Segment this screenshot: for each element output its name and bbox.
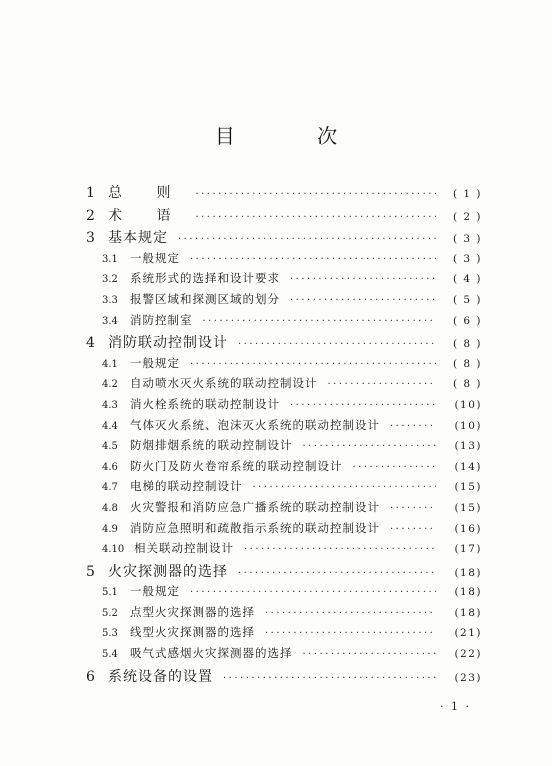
toc-entry-page: (13) xyxy=(454,440,482,453)
toc-entry-text: 消火栓系统的联动控制设计 xyxy=(130,396,280,411)
toc-entry-number: 2 xyxy=(86,207,95,224)
toc-entry-page: ( 3 ) xyxy=(452,252,482,265)
dot-leader xyxy=(303,441,437,452)
dot-leader xyxy=(290,274,436,285)
dot-leader xyxy=(223,673,436,684)
dot-leader xyxy=(190,254,436,265)
toc-entry-page: (18) xyxy=(454,566,482,579)
toc-entry-page: ( 2 ) xyxy=(452,210,482,223)
toc-entry-page: (10) xyxy=(454,419,482,432)
dot-leader xyxy=(390,503,436,514)
toc-entry-3-4[interactable] xyxy=(86,312,482,333)
toc-entry-page: (15) xyxy=(454,501,482,514)
dot-leader xyxy=(328,379,437,390)
toc-entry-number: 4.3 xyxy=(102,399,118,411)
toc-entry-3-1[interactable] xyxy=(86,250,482,271)
toc-entry-text: 火灾探测器的选择 xyxy=(108,563,228,580)
dot-leader xyxy=(290,400,436,411)
toc-entry-4-4[interactable] xyxy=(86,417,482,438)
toc-entry-3-3[interactable] xyxy=(86,291,482,312)
dot-leader xyxy=(265,628,436,639)
toc-entry-number: 4.6 xyxy=(102,461,118,473)
toc-entry-text: 术 语 xyxy=(108,207,186,224)
toc-entry-page: ( 5 ) xyxy=(452,293,482,306)
toc-entry-text: 线型火灾探测器的选择 xyxy=(130,625,255,640)
toc-entry-number: 4 xyxy=(86,335,95,352)
toc-entry-number: 4.5 xyxy=(102,441,118,453)
toc-entry-text: 点型火灾探测器的选择 xyxy=(130,604,255,619)
toc-entry-page: ( 1 ) xyxy=(452,188,482,200)
toc-entry-number: 3.1 xyxy=(102,253,118,265)
toc-entry-text: 电梯的联动控制设计 xyxy=(130,479,243,494)
toc-entry-number: 5.3 xyxy=(102,628,118,640)
toc-entry-text: 防火门及防火卷帘系统的联动控制设计 xyxy=(130,458,343,473)
toc-entry-text: 吸气式感烟火灾探测器的选择 xyxy=(130,646,293,661)
dot-leader xyxy=(178,234,436,245)
toc-entry-number: 3.2 xyxy=(102,274,118,286)
toc-entry-5-2[interactable] xyxy=(86,604,482,625)
toc-entry-4-2[interactable] xyxy=(86,375,482,396)
dot-leader xyxy=(303,649,437,660)
toc-entry-number: 4.10 xyxy=(102,544,125,556)
toc-entry-page: (21) xyxy=(454,627,482,640)
toc-entry-number: 6 xyxy=(86,668,95,685)
toc-entry-page: (18) xyxy=(454,586,482,599)
page-number: · 1 · xyxy=(440,700,471,713)
toc-entry-5-1[interactable] xyxy=(86,583,482,604)
toc-entry-5-3[interactable] xyxy=(86,624,482,645)
toc-entry-page: (16) xyxy=(454,522,482,535)
toc-entry-text: 一般规定 xyxy=(130,250,180,265)
toc-entry-page: ( 8 ) xyxy=(452,378,482,391)
toc-entry-number: 4.7 xyxy=(102,482,118,494)
toc-entry-number: 5.1 xyxy=(102,587,118,599)
toc-entry-3[interactable] xyxy=(86,227,482,250)
toc-entry-number: 3.4 xyxy=(102,315,118,327)
toc-entry-text: 防烟排烟系统的联动控制设计 xyxy=(130,438,293,453)
toc-entry-number: 4.4 xyxy=(102,420,118,432)
toc-entry-5[interactable] xyxy=(86,561,482,584)
toc-entry-page: ( 3 ) xyxy=(452,233,482,246)
toc-entry-text: 自动喷水灭火系统的联动控制设计 xyxy=(130,376,318,391)
toc-entry-5-4[interactable] xyxy=(86,645,482,666)
toc-entry-text: 报警区域和探测区域的划分 xyxy=(130,291,280,306)
toc-entry-text: 系统设备的设置 xyxy=(108,668,213,685)
toc-entry-page: (22) xyxy=(454,648,482,661)
dot-leader xyxy=(238,568,436,579)
toc-entry-text: 消防应急照明和疏散指示系统的联动控制设计 xyxy=(130,520,380,535)
toc-entry-number: 4.1 xyxy=(102,358,118,370)
toc-entry-number: 3 xyxy=(86,230,95,247)
toc-entry-text: 基本规定 xyxy=(108,230,168,247)
dot-leader xyxy=(190,359,436,370)
dot-leader xyxy=(290,295,436,306)
toc-entry-page: ( 4 ) xyxy=(452,273,482,286)
toc-entry-page: (23) xyxy=(454,671,482,684)
toc-entry-text: 消防控制室 xyxy=(130,312,193,327)
dot-leader xyxy=(253,482,437,493)
toc-entry-4-1[interactable] xyxy=(86,355,482,376)
dot-leader xyxy=(238,339,436,350)
toc-entry-number: 3.3 xyxy=(102,294,118,306)
table-of-contents xyxy=(86,182,482,688)
toc-entry-4-3[interactable] xyxy=(86,396,482,417)
toc-entry-page: (18) xyxy=(454,606,482,619)
toc-entry-text: 相关联动控制设计 xyxy=(134,541,234,556)
toc-entry-page: (15) xyxy=(454,481,482,494)
toc-entry-page: ( 8 ) xyxy=(452,338,482,351)
toc-entry-4-9[interactable] xyxy=(86,520,482,541)
toc-entry-1[interactable] xyxy=(86,182,482,205)
toc-entry-6[interactable] xyxy=(86,666,482,689)
dot-leader xyxy=(190,587,436,598)
toc-entry-number: 1 xyxy=(86,185,95,201)
toc-entry-text: 气体灭火系统、泡沫灭火系统的联动控制设计 xyxy=(130,417,380,432)
dot-leader xyxy=(195,189,436,200)
toc-entry-number: 5.2 xyxy=(102,607,118,619)
dot-leader xyxy=(265,608,436,619)
dot-leader xyxy=(390,421,436,432)
dot-leader xyxy=(244,544,436,555)
toc-entry-4[interactable] xyxy=(86,332,482,355)
dot-leader xyxy=(203,316,437,327)
toc-entry-text: 总 则 xyxy=(108,185,186,201)
toc-entry-number: 4.8 xyxy=(102,502,118,514)
toc-entry-number: 5 xyxy=(86,563,95,580)
toc-entry-number: 4.2 xyxy=(102,379,118,391)
toc-entry-2[interactable] xyxy=(86,205,482,228)
toc-entry-page: (17) xyxy=(454,543,482,556)
dot-leader xyxy=(390,524,436,535)
toc-entry-4-7[interactable] xyxy=(86,478,482,499)
toc-entry-text: 火灾警报和消防应急广播系统的联动控制设计 xyxy=(130,499,380,514)
toc-entry-page: ( 8 ) xyxy=(452,357,482,370)
toc-entry-4-6[interactable] xyxy=(86,458,482,479)
toc-entry-4-8[interactable] xyxy=(86,499,482,520)
toc-entry-text: 一般规定 xyxy=(130,584,180,599)
toc-entry-text: 消防联动控制设计 xyxy=(108,335,228,352)
toc-entry-4-10[interactable] xyxy=(86,540,482,561)
toc-entry-4-5[interactable] xyxy=(86,437,482,458)
toc-title: 目 次 xyxy=(214,124,376,148)
toc-entry-3-2[interactable] xyxy=(86,270,482,291)
dot-leader xyxy=(353,462,437,473)
toc-entry-page: (10) xyxy=(454,398,482,411)
toc-entry-text: 一般规定 xyxy=(130,355,180,370)
toc-entry-number: 4.9 xyxy=(102,523,118,535)
dot-leader xyxy=(195,212,436,223)
toc-entry-number: 5.4 xyxy=(102,649,118,661)
toc-entry-page: (14) xyxy=(454,460,482,473)
toc-entry-page: ( 6 ) xyxy=(452,314,482,327)
toc-entry-text: 系统形式的选择和设计要求 xyxy=(130,271,280,286)
